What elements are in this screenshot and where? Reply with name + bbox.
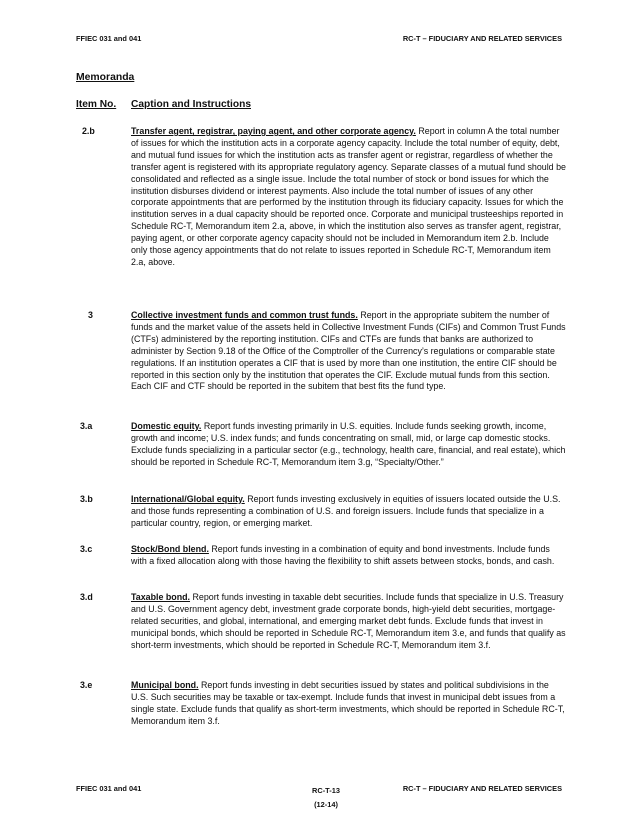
item-caption: Domestic equity. bbox=[131, 421, 202, 431]
item-instructions: Report funds investing in taxable debt securities. Include funds that specialize in U.S. Treasury and U.S. Government agency debt, investment grade corporate bonds, high-yield debt securities, mortgage-related securities, and global, international, and emerging market debt funds. Exclude funds that invest in municipal bonds, which should be reported in Schedule RC-T, Memorandum item 3.e, and funds that qualify as short-term investments, which should be reported in Schedule RC-T, Memorandum item 3.f. bbox=[131, 592, 566, 650]
item-caption: Municipal bond. bbox=[131, 680, 199, 690]
entry-3b bbox=[76, 494, 566, 530]
item-caption: Transfer agent, registrar, paying agent, and other corporate agency. bbox=[131, 126, 416, 136]
entry-3d bbox=[76, 592, 566, 652]
footer-schedule-title: RC-T – FIDUCIARY AND RELATED SERVICES bbox=[402, 784, 562, 793]
page-footer bbox=[76, 784, 562, 810]
column-header-caption: Caption and Instructions bbox=[131, 99, 251, 110]
item-instructions: Report in the appropriate subitem the number of funds and the market value of the assets held in Collective Investment Funds (CIFs) and Common Trust Funds (CTFs) administered by the reporting institution. CIFs and CTFs are funds that banks are authorized to administer by Section 9.18 of the Office of the Comptroller of the Currency’s regulations or comparable state regulations. If an institution operates a CIF that is used by more than one institution, the entire CIF should be reported in this section only by the institution that operates the CIF. Exclude mutual funds from this section. Each CIF and CTF should be reported in the subitem that best fits the fund type. bbox=[131, 310, 566, 392]
entry-3 bbox=[76, 310, 566, 393]
item-instructions: Report funds investing in debt securities issued by states and political subdivisions in the U.S. Such securities may be taxable or tax-exempt. Include funds that invest in municipal debt issues from a single state. Exclude funds that qualify as short-term investments, which should be reported in Schedule RC-T, Memorandum item 3.f. bbox=[131, 680, 565, 726]
item-number: 3.c bbox=[80, 544, 93, 554]
entry-3a bbox=[76, 421, 566, 469]
item-instructions: Report funds investing primarily in U.S. equities. Include funds seeking growth, income, growth and income; U.S. index funds; and funds concentrating on small, mid, or large cap domestic stocks. Exclude funds specializing in a particular sector (e.g., technology, health care, financial, and real estate), which should be reported in Schedule RC-T, Memorandum item 3.g, “Specialty/Other.” bbox=[131, 421, 566, 467]
item-caption: Stock/Bond blend. bbox=[131, 544, 209, 554]
item-caption: Collective investment funds and common trust funds. bbox=[131, 310, 358, 320]
entry-2b bbox=[76, 126, 566, 269]
footer-form-id: FFIEC 031 and 041 bbox=[76, 784, 142, 793]
item-instructions: Report funds investing in a combination of equity and bond investments. Include funds with a fixed allocation along with those having the flexibility to shift assets between stocks, bonds, and cash. bbox=[131, 544, 555, 566]
item-number: 3.b bbox=[80, 494, 93, 504]
item-caption: International/Global equity. bbox=[131, 494, 245, 504]
item-instructions: Report funds investing exclusively in equities of issuers located outside the U.S. and those funds representing a combination of U.S. and foreign issuers. Include funds that specialize in a particular country, region, or emerging market. bbox=[131, 494, 561, 528]
footer-page-number: RC-T-13 bbox=[312, 786, 340, 795]
item-instructions: Report in column A the total number of issues for which the institution acts in a corporate agency capacity. Include the total number of equity, debt, and mutual fund issues for which the institution acts as transfer agent or registrar, regardless of whether the transfer agent is registered with its appropriate regulatory agency. Separate classes of a mutual fund should be consolidated and reflected as a single issue. Include the total number of stock or bond issues for which the institution disburses dividend or interest payments. Also include the total number of issues of any other corporate appointments that are performed by the institution through its fiduciary capacity. Issues for which the institution serves in a dual capacity should be reported once. Corporate and municipal trusteeships reported in Schedule RC-T, Memorandum item 2.a, above, in which the institution also serves as transfer agent, registrar, paying agent, or other corporate agency capacity should not be included in Memorandum item 2.b. Include only those agency appointments that do not relate to issues reported in Schedule RC-T, Memorandum item 2.a, above. bbox=[131, 126, 566, 267]
item-number: 3.d bbox=[80, 592, 93, 602]
item-caption: Taxable bond. bbox=[131, 592, 191, 602]
column-header-item-no: Item No. bbox=[76, 99, 117, 110]
page-header bbox=[76, 34, 562, 46]
entry-3e bbox=[76, 680, 566, 728]
section-title: Memoranda bbox=[76, 72, 135, 83]
item-number: 3.a bbox=[80, 421, 93, 431]
item-number: 2.b bbox=[82, 126, 95, 136]
header-form-id: FFIEC 031 and 041 bbox=[76, 34, 142, 43]
entry-3c bbox=[76, 544, 566, 568]
item-number: 3.e bbox=[80, 680, 93, 690]
item-number: 3 bbox=[88, 310, 93, 320]
header-schedule-title: RC-T – FIDUCIARY AND RELATED SERVICES bbox=[402, 34, 562, 43]
footer-revision-date: (12-14) bbox=[314, 800, 338, 809]
